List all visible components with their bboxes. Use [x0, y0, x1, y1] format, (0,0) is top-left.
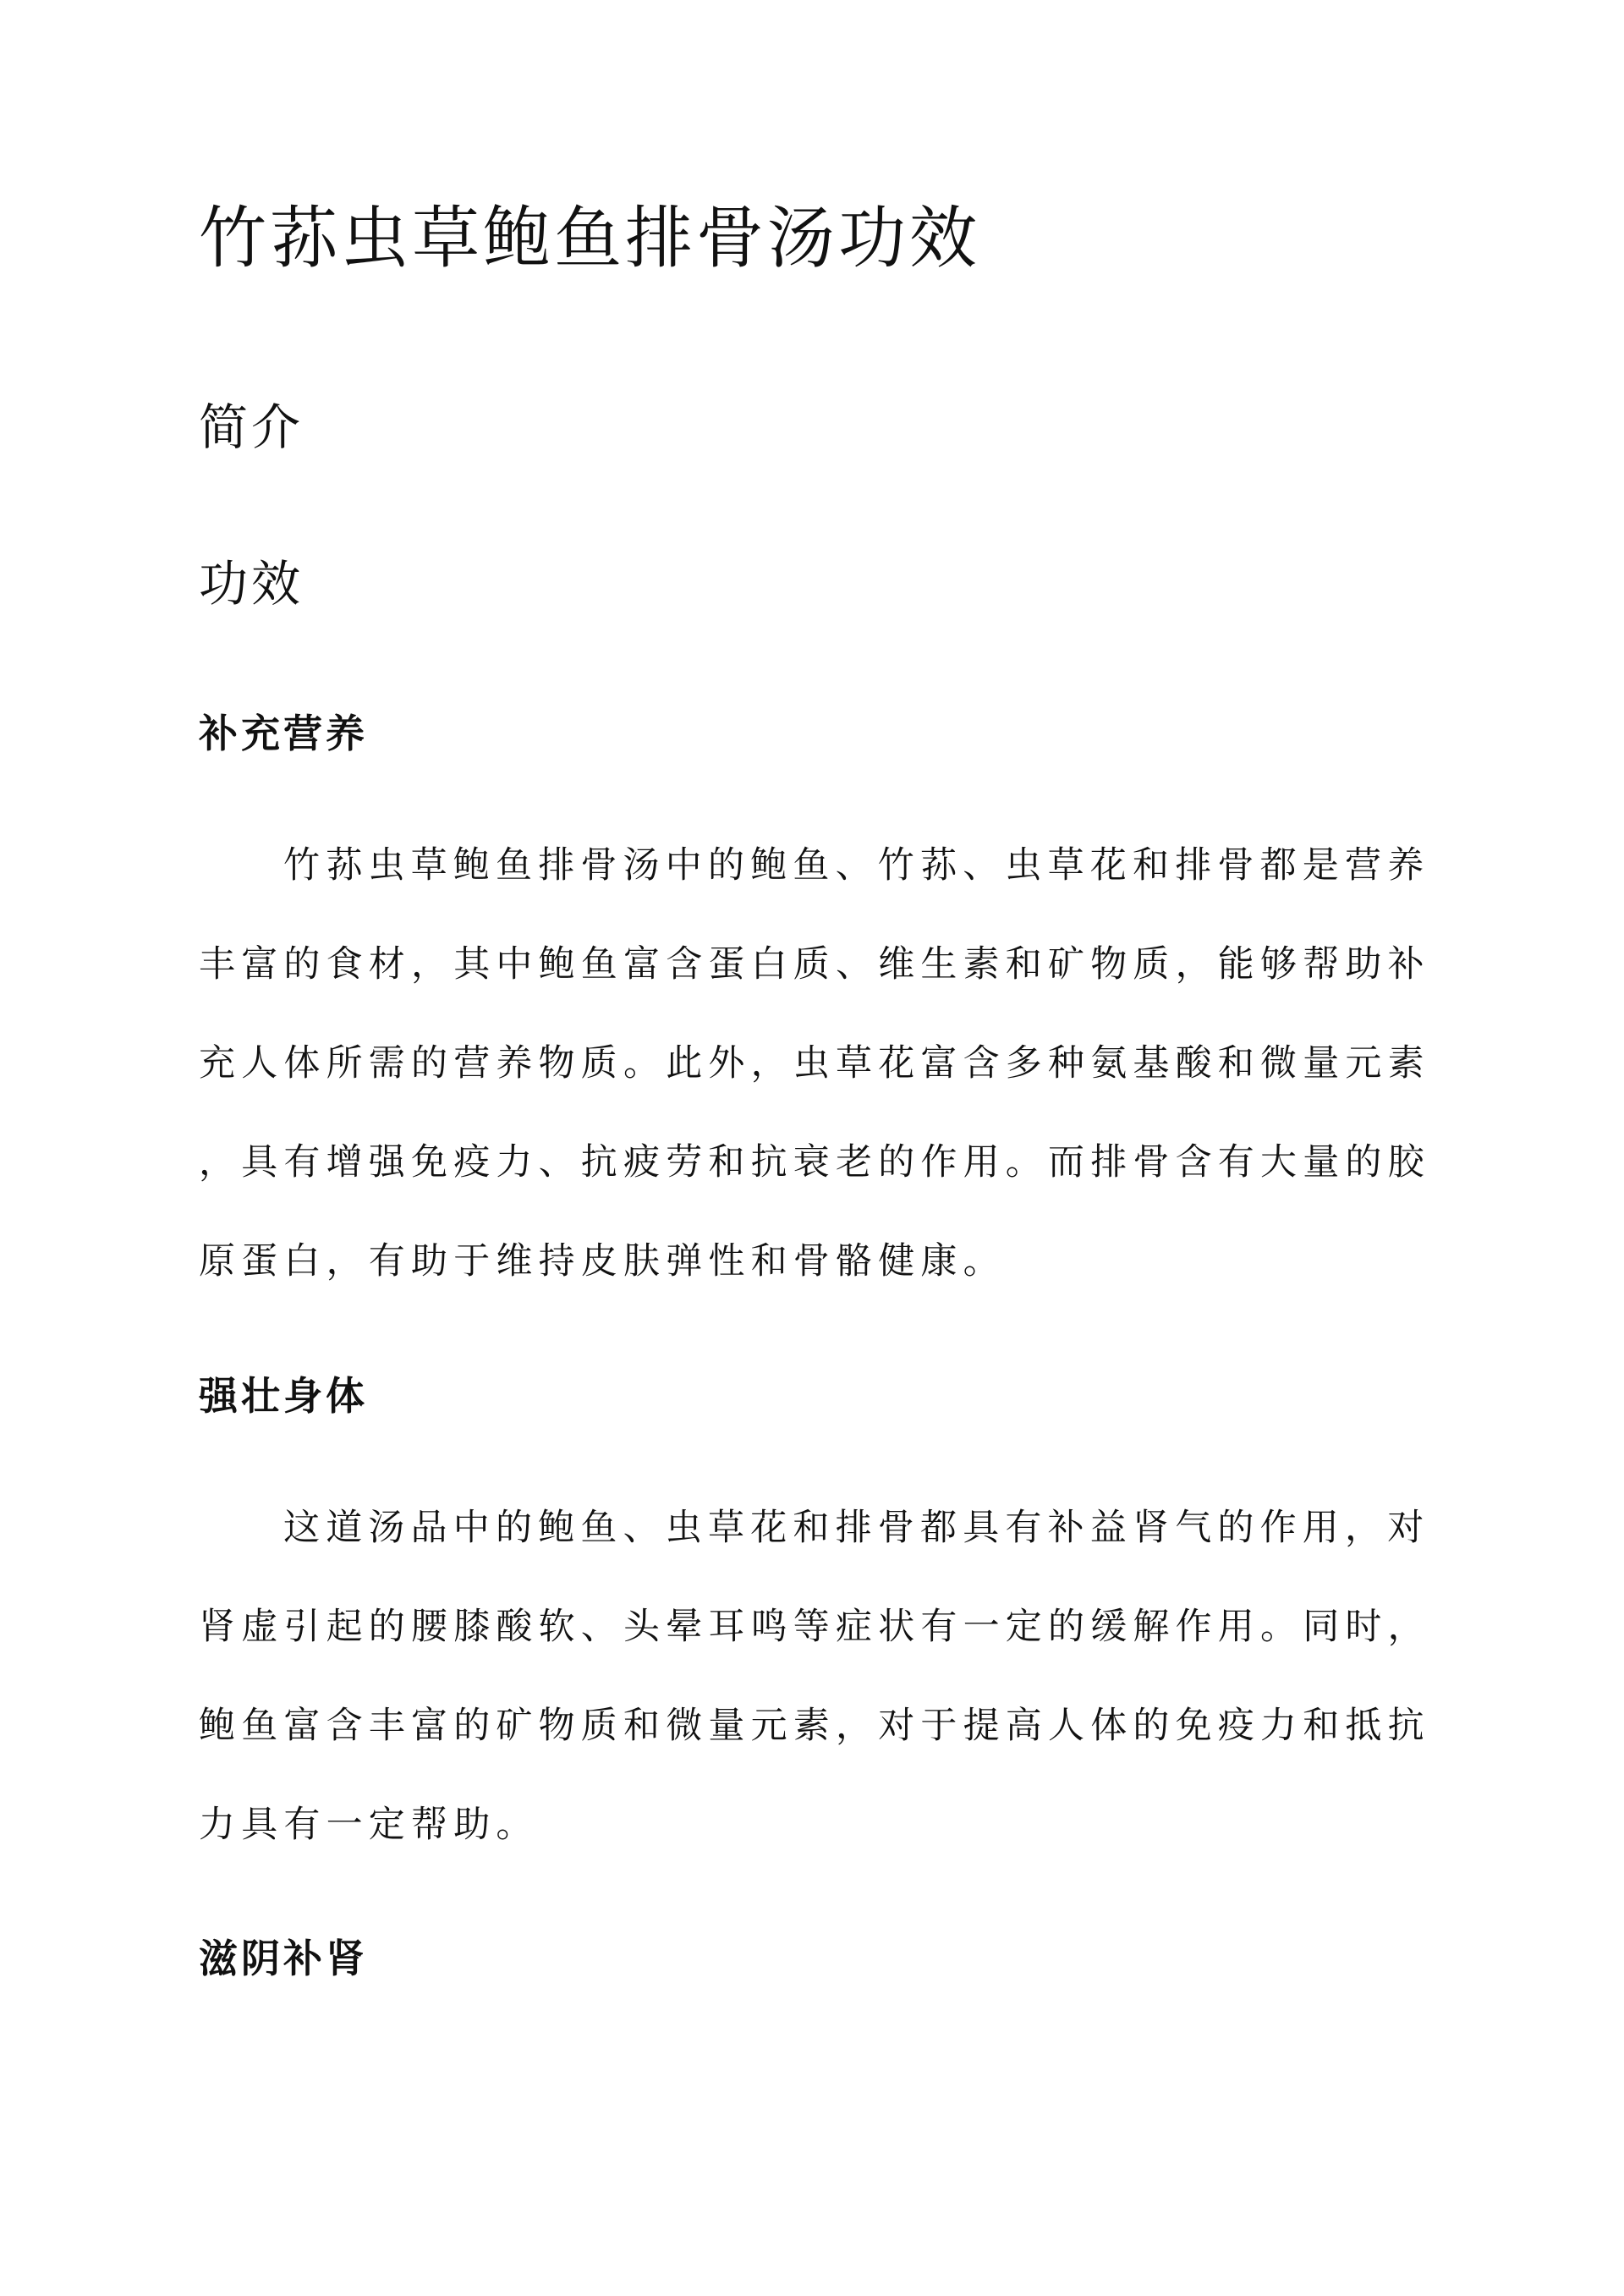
section-heading-intro: 简介: [199, 398, 304, 456]
subsection-heading-kidney: 滋阴补肾: [199, 1936, 368, 1981]
paragraph-line: 充人体所需的营养物质。此外，虫草花富含多种氨基酸和微量元素: [199, 1042, 1430, 1085]
paragraph-line: 肾虚引起的腰膝酸软、头晕耳鸣等症状有一定的缓解作用。同时，: [199, 1606, 1430, 1648]
paragraph-line: 这道汤品中的鲍鱼、虫草花和排骨都具有补益肾气的作用，对: [283, 1507, 1430, 1549]
paragraph-nutrition: [199, 816, 1430, 1311]
subsection-heading-strengthen: 强壮身体: [199, 1373, 368, 1419]
paragraph-line: 力具有一定帮助。: [199, 1804, 539, 1846]
page-title: 竹荪虫草鲍鱼排骨汤功效: [199, 199, 980, 277]
paragraph-line: 原蛋白，有助于维持皮肤弹性和骨骼健康。: [199, 1240, 1006, 1283]
paragraph-strengthen: [199, 1479, 1430, 1875]
section-heading-effects: 功效: [199, 555, 304, 612]
paragraph-line: 鲍鱼富含丰富的矿物质和微量元素，对于提高人体的免疫力和抵抗: [199, 1705, 1430, 1747]
paragraph-line: 竹荪虫草鲍鱼排骨汤中的鲍鱼、竹荪、虫草花和排骨都是营养: [283, 844, 1430, 887]
subsection-heading-nutrition: 补充营养: [199, 711, 368, 756]
paragraph-line: 丰富的食材，其中鲍鱼富含蛋白质、维生素和矿物质，能够帮助补: [199, 943, 1430, 986]
paragraph-line: ，具有增强免疫力、抗疲劳和抗衰老的作用。而排骨含有大量的胶: [199, 1141, 1430, 1184]
